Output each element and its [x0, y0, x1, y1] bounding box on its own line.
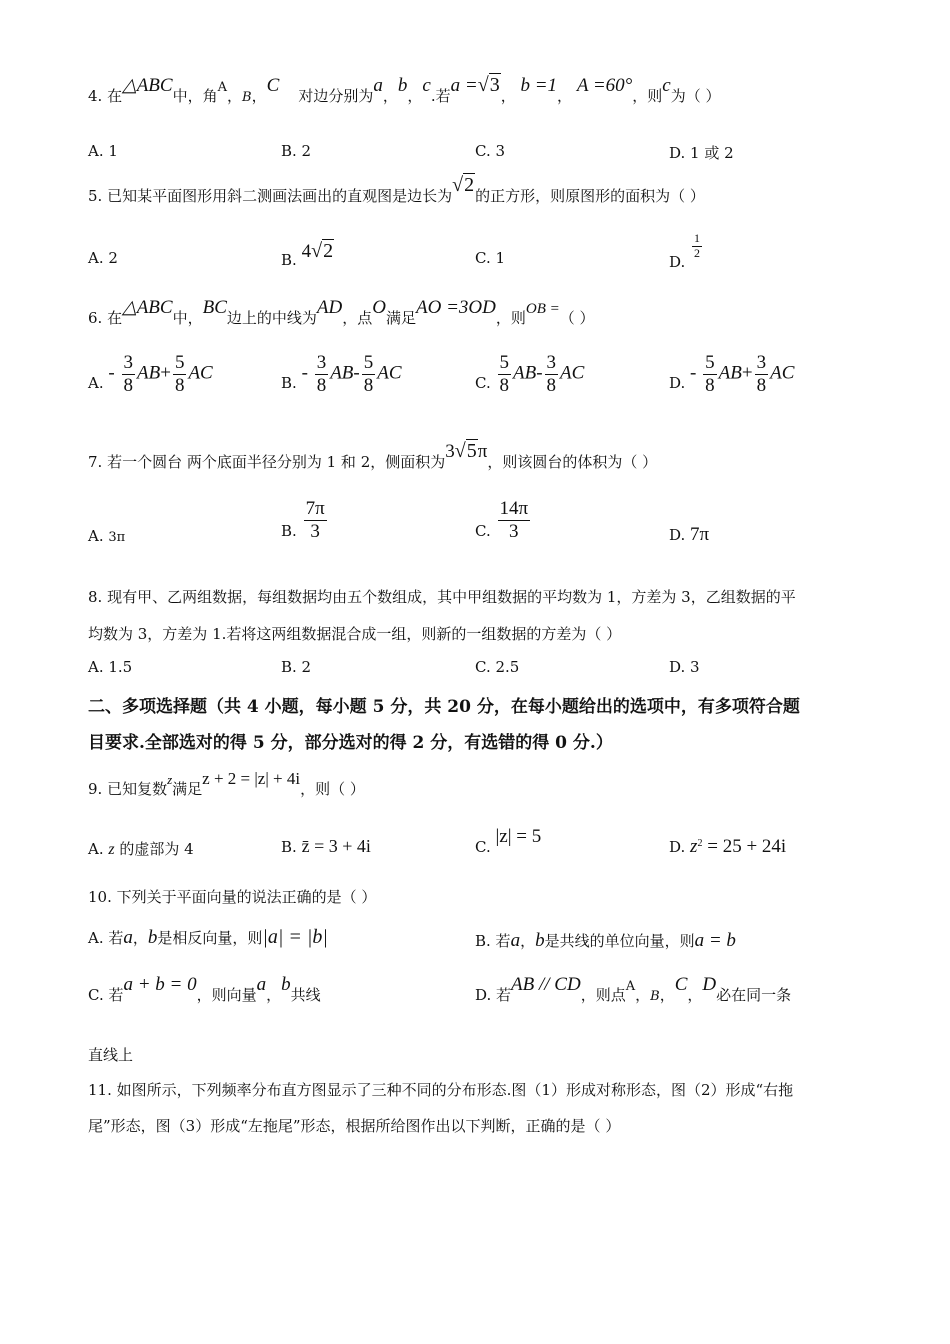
q9-option-c: C. |z| = 5	[475, 826, 542, 856]
q5-option-c: C. 1	[475, 249, 506, 267]
q9-option-a: A. z 的虚部为 4	[88, 840, 194, 858]
q8-option-d: D. 3	[669, 658, 700, 676]
q7-stem: 7. 若一个圆台 两个底面半径分别为 1 和 2，侧面积为3√5π，则该圆台的体积为（ ）	[88, 440, 658, 471]
q4-option-d: D. 1 或 2	[669, 144, 734, 162]
q4-pre: 4. 在	[88, 87, 123, 105]
q8-line-1: 8. 现有甲、乙两组数据，每组数据均由五个数组成，其中甲组数据的平均数为 1，方差为 3，乙组数据的平	[88, 588, 796, 606]
q10-stem: 10. 下列关于平面向量的说法正确的是（ ）	[88, 888, 377, 906]
q8-option-a: A. 1.5	[88, 658, 133, 676]
q4-stem: 4. 在△ABC中，角A，B，C 对边分别为a，b，c.若a =√3， b =1， A =60°，则c为（ ）	[88, 74, 721, 105]
q4-option-b: B. 2	[281, 142, 312, 160]
q6-option-d: D. - $\frac{5}{8}$ AB+ $\frac{3}{8}$ AC	[669, 352, 795, 396]
q6-option-a: A. - $\frac{3}{8}$ AB+ $\frac{5}{8}$ AC	[88, 352, 213, 396]
q8-option-c: C. 2.5	[475, 658, 520, 676]
q9-option-d: D. $z^2 = 25 + 24i$	[669, 836, 787, 857]
q11-line-1: 11. 如图所示，下列频率分布直方图显示了三种不同的分布形态.图（1）形成对称形态，图（2）形成“右拖	[88, 1081, 794, 1099]
section-heading-line-1: 二、多项选择题（共 4 小题，每小题 5 分，共 20 分，在每小题给出的选项中，有多项符合题	[88, 697, 800, 717]
q4-triangle: △ABC	[122, 75, 173, 96]
q6-option-b: B. - $\frac{3}{8}$ AB- $\frac{5}{8}$ AC	[281, 352, 402, 396]
q4-option-c: C. 3	[475, 142, 506, 160]
q9-option-b: B. z̄ = 3 + 4i	[281, 836, 371, 856]
q6-stem: 6. 在△ABC中，BC边上的中线为AD，点O满足AO =3OD，则OB =（ ）	[88, 297, 595, 327]
q4-option-a: A. 1	[88, 142, 118, 160]
q7-option-d: D. 7π	[669, 524, 710, 545]
q11-line-2: 尾”形态，图（3）形成“左拖尾”形态，根据所给图作出以下判断，正确的是（ ）	[88, 1117, 621, 1135]
q9-stem: 9. 已知复数z满足z + 2 = |z| + 4i，则（ ）	[88, 769, 365, 798]
q10-option-c: C. 若a + b = 0，则向量a，b共线	[88, 974, 321, 1004]
q7-option-b: B. $\frac{7\pi}{3}$	[281, 498, 325, 542]
q5-option-d: D. $\frac{1}{2}$	[669, 231, 701, 272]
q7-option-c: C. $\frac{14\pi}{3}$	[475, 498, 529, 542]
q5-option-a: A. 2	[88, 249, 118, 267]
section-heading-line-2: 目要求.全部选对的得 5 分，部分选对的得 2 分，有选错的得 0 分.）	[88, 733, 613, 753]
q10-option-a: A. 若a，b是相反向量，则|a| = |b|	[88, 926, 328, 948]
q6-option-c: C. $\frac{5}{8}$ AB- $\frac{3}{8}$ AC	[475, 352, 585, 396]
q8-line-2: 均数为 3，方差为 1.若将这两组数据混合成一组，则新的一组数据的方差为（ ）	[88, 625, 622, 643]
q7-option-a: A. 3π	[88, 527, 126, 545]
q5-option-b: B. 4√2	[281, 240, 334, 269]
q10-option-d-continued: 直线上	[88, 1046, 134, 1064]
q5-stem: 5. 已知某平面图形用斜二测画法画出的直观图是边长为√2的正方形，则原图形的面积为（ ）	[88, 174, 705, 205]
q8-option-b: B. 2	[281, 658, 312, 676]
q10-option-d: D. 若AB // CD，则点A，B，C，D必在同一条	[475, 974, 792, 1004]
q10-option-b: B. 若a，b是共线的单位向量，则a = b	[475, 930, 736, 951]
